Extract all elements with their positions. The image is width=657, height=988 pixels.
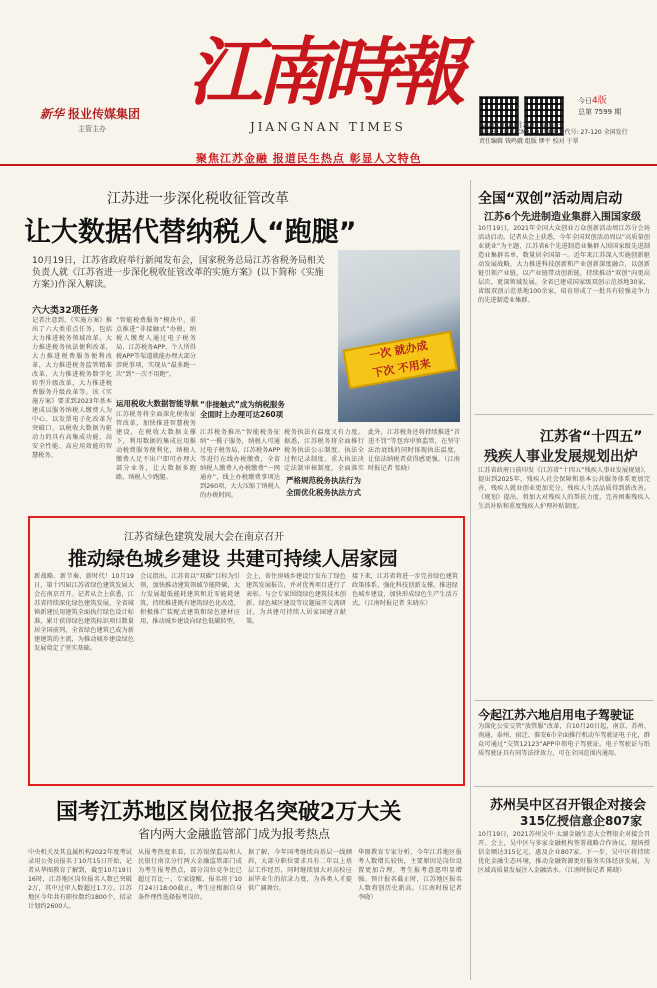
edition-today: 今日 bbox=[578, 97, 592, 105]
lead-section1-head: 六大类32项任务 bbox=[32, 306, 99, 316]
edition-info bbox=[482, 96, 622, 131]
group-sponsor: 主管主办 bbox=[78, 125, 106, 133]
box-col1: 新战略、新节奏、新时代！10月19日，第十四届江苏省绿色建筑发展大会在南京召开。记者从会上获悉，江苏省持续深化绿色建筑发展，全省城镇新建民用建筑全面执行绿色设计标准，累计获得绿色建筑标识项目数量居全国前列，全省绿色建筑已成为新建建筑的主流，为推动城乡建设绿色发展奠定了坚实基础。 bbox=[34, 573, 134, 652]
paper-title: 江南時報 bbox=[188, 30, 460, 116]
lead-section4-head: 严格规范税务执法行为 bbox=[286, 476, 361, 485]
editor-line: 责任编辑 钱鸣娥 组版 缪平 校对 于翠 bbox=[479, 138, 579, 145]
photo-sign-line1: 一次 就办成 bbox=[368, 339, 429, 363]
group-brand: 新华 bbox=[40, 107, 65, 121]
edition-pages: 4版 bbox=[592, 96, 607, 106]
right-story4-sub: 315亿授信意企807家 bbox=[520, 814, 643, 828]
box-col4: 接下来，江苏省将进一步完善绿色建筑政策体系，强化科技创新支撑，推进绿色城乡建设，加快形成绿色生产生活方式。（江南时报记者 朱晓东） bbox=[352, 573, 458, 607]
bottom-headline: 国考江苏地区岗位报名突破2万大关 bbox=[56, 799, 402, 825]
right-story1-sub: 江苏6个先进制造业集群入围国家级 bbox=[484, 212, 641, 223]
right-story3-title: 今起江苏六地启用电子驾驶证 bbox=[478, 708, 635, 722]
lead-section2-head: 运用税收大数据智能导航 bbox=[116, 399, 199, 408]
bottom-col3: 据了解，今年国考继续向基层一线倾斜，大部分职位要求具有二年以上基层工作经历，同时继续加大对高校应届毕业生的招录力度，为各类人才提供广阔舞台。 bbox=[248, 849, 352, 892]
lead-col4: 江苏税务推出“智能税务征纳”一揽子服务，纳税人可通过电子税务局、江苏税务APP等进行在线办税缴费，全省纳税人缴费人办税缴费“一网通办”，线上办税缴费事项达到260项，大大压缩了纳税人的办税时间。 bbox=[200, 429, 280, 499]
right-story1-body: 10月19日，2021年全国大众创业万众创新活动周江苏分会场活动启动。记者从会上获悉，今年全国双创活动周以“高质量创业就业”为主题，江苏省6个先进制造业集群入围国家级先进制造业集群名单，数量居全国第一。近年来江苏深入实施创新驱动发展战略，大力推进科技创新和产业创新深度融合，以创新链引领产业链，以产业链带动创新链，持续推动“双创”向更高层次、更深领域发展。全省已建成国家级双创示范基地30家，省级双创示范基地100余家，培育形成了一批具有较强竞争力的先进制造业集群。 bbox=[478, 225, 650, 304]
column-divider bbox=[470, 180, 471, 980]
lead-kicker: 江苏进一步深化税收征管改革 bbox=[107, 191, 289, 207]
bottom-col1: 中央机关及其直属机构2022年度考试录用公务员报名于10月15日开始，记者从华图教育了解到，截至10月19日16时，江苏地区岗位报名人数已突破2万，其中过审人数超过1.7万。江苏地区今年共有职位数约1800个，招录计划约2600人。 bbox=[28, 849, 132, 910]
bottom-subhead: 省内两大金融监管部门成为报考热点 bbox=[138, 827, 331, 841]
box-col3: 会上，省住房城乡建设厅发布了绿色建筑发展报告，并对优秀项目进行了表彰。与会专家围绕绿色建筑技术创新、绿色城区建设等议题展开交流研讨，为共建可持续人居家园建言献策。 bbox=[246, 573, 346, 625]
bottom-col4: 华图教育专家分析，今年江苏地区报考人数增长较快，主要原因是岗位设置更加合理，考生报考意愿明显增强。预计报名截止时，江苏地区报名人数将创历史新高。（江南时报记者 李晓） bbox=[358, 849, 462, 901]
right-story2-title: 江苏省“十四五” bbox=[540, 429, 643, 445]
right-divider bbox=[474, 414, 654, 415]
box-col2: 会议指出，江苏省以“双碳”目标为引领，加快推动建筑领域节能降碳，大力发展超低能耗建筑和近零能耗建筑，持续推进既有建筑绿色化改造，积极推广装配式建筑和绿色建材应用，推动城乡建设向绿色低碳转型。 bbox=[140, 573, 240, 625]
group-logo bbox=[40, 105, 140, 134]
slogan-bar bbox=[0, 150, 657, 166]
lead-col6: 此外，江苏税务还将持续推进“首违不罚”等包容审慎监管，在坚守法治底线的同时体现执法温度，让依法纳税者获得感更强。（江南时报记者 张晓） bbox=[368, 429, 460, 472]
bottom-col2: 从报考热度来看，江苏银保监局和人民银行南京分行两大金融监管部门成为考生报考热点，部分岗位竞争比已超过百比一。专家提醒，报名将于10月24日18:00截止，考生应根据自身条件理性选择报考岗位。 bbox=[138, 849, 242, 901]
box-kicker: 江苏省绿色建筑发展大会在南京召开 bbox=[124, 532, 284, 543]
right-story2-body: 江苏省政府日前印发《江苏省“十四五”残疾人事业发展规划》，提出到2025年，残疾人社会保障和基本公共服务体系更加完善，残疾人就业创业更加充分，残疾人生活品质得到新改善。《规划》提出，将加大对残疾人的帮扶力度，完善困难残疾人生活补贴和重度残疾人护理补贴制度。 bbox=[478, 467, 650, 510]
box-headline: 推动绿色城乡建设 共建可持续人居家园 bbox=[68, 548, 398, 570]
issue-total: 总第 7599 期 bbox=[578, 108, 622, 116]
right-divider bbox=[474, 786, 654, 787]
right-story4-body: 10月19日，2021苏州吴中·太湖金融生态大会暨银企对接会召开。会上，吴中区与多家金融机构签署战略合作协议，现场授信金额达315亿元，惠及企业807家。下一步，吴中区将持续优化金融生态环境，推动金融资源更好服务实体经济发展，为区域高质量发展注入金融活水。（江南时报记者 陈晓） bbox=[478, 831, 650, 874]
photo-sign-line2: 下次 不用来 bbox=[371, 356, 432, 380]
masthead bbox=[0, 0, 657, 148]
lead-col5: 税务执法有温度又有力度。据悉，江苏税务将全面推行税务执法公示制度、执法全过程记录制度、重大执法决定法制审核制度，全面落实 bbox=[284, 429, 364, 472]
cn-line: 国内统一刊号 CN32-0114 邮发代号: 27-120 全国发行 bbox=[479, 129, 628, 136]
lead-section3-head: “非接触式”成为纳税服务全面时上办理可达260项 bbox=[200, 400, 285, 419]
lead-col1: 记者注意到，《实施方案》推出了六大类重点任务，包括大力推进税务领域改革，大力推进税务执法便利改革，大力推进税费服务便利改革，大力推进税务监管精准改革，大力推进税务数字化转型升级改革，大力推进税费服务升级改革等。该《实施方案》要求到2023年基本建成以服务纳税人缴费人为中心、以发票电子化改革为突破口、以税收大数据为驱动力的具有高集成功能、高安全性能、高应用效能的智慧税务。 bbox=[32, 317, 112, 459]
slogan: 聚焦江苏金融 报道民生热点 彰显人文特色 bbox=[196, 152, 422, 165]
publication-meta bbox=[479, 128, 628, 146]
lead-col3: 江苏税务将全面深化税收征管改革，加快推进智慧税务建设，在税收大数据支撑下，利用数据的集成应用推动税费服务便利化，纳税人缴费人足不出户即可办理大部分业务，让大数据多跑路、纳税人少跑腿。 bbox=[116, 411, 196, 481]
lead-section4-subhead: 全面优化税务执法方式 bbox=[286, 488, 361, 497]
paper-title-en: JIANGNAN TIMES bbox=[250, 120, 406, 134]
lead-headline: 让大数据代替纳税人“跑腿” bbox=[24, 217, 357, 248]
right-story1-title: 全国“双创”活动周启动 bbox=[478, 191, 623, 207]
right-story4-title: 苏州吴中区召开银企对接会 bbox=[490, 798, 647, 813]
group-name: 报业传媒集团 bbox=[68, 107, 141, 121]
right-story2-sub: 残疾人事业发展规划出炉 bbox=[484, 449, 638, 465]
right-divider bbox=[474, 700, 654, 701]
lead-summary: 10月19日，江苏省政府举行新闻发布会，国家税务总局江苏省税务局相关负责人就《江苏省进一步深化税收征管改革的实施方案》(以下简称《实施方案》)作深入解读。 bbox=[32, 256, 325, 290]
issue-date: 2021年10月20日 星期三 bbox=[482, 121, 562, 129]
right-story3-body: 为深化公安交管“放管服”改革，自10月20日起，南京、苏州、南通、泰州、宿迁、淮安6市全面推行机动车驾驶证电子化，群众可通过“交管12123”APP申领电子驾驶证。电子驾驶证与纸质驾驶证具有同等法律效力，可在全国范围内通用。 bbox=[478, 723, 650, 757]
lead-col2: “智能税费服务”模块中，重点推进“非接触式”办税，纳税人缴费人通过电子税务局、江苏税务APP、个人所得税APP等渠道就能办理大部分涉税事项，实现从“最多跑一次”到“一次不用跑”。 bbox=[116, 317, 196, 378]
